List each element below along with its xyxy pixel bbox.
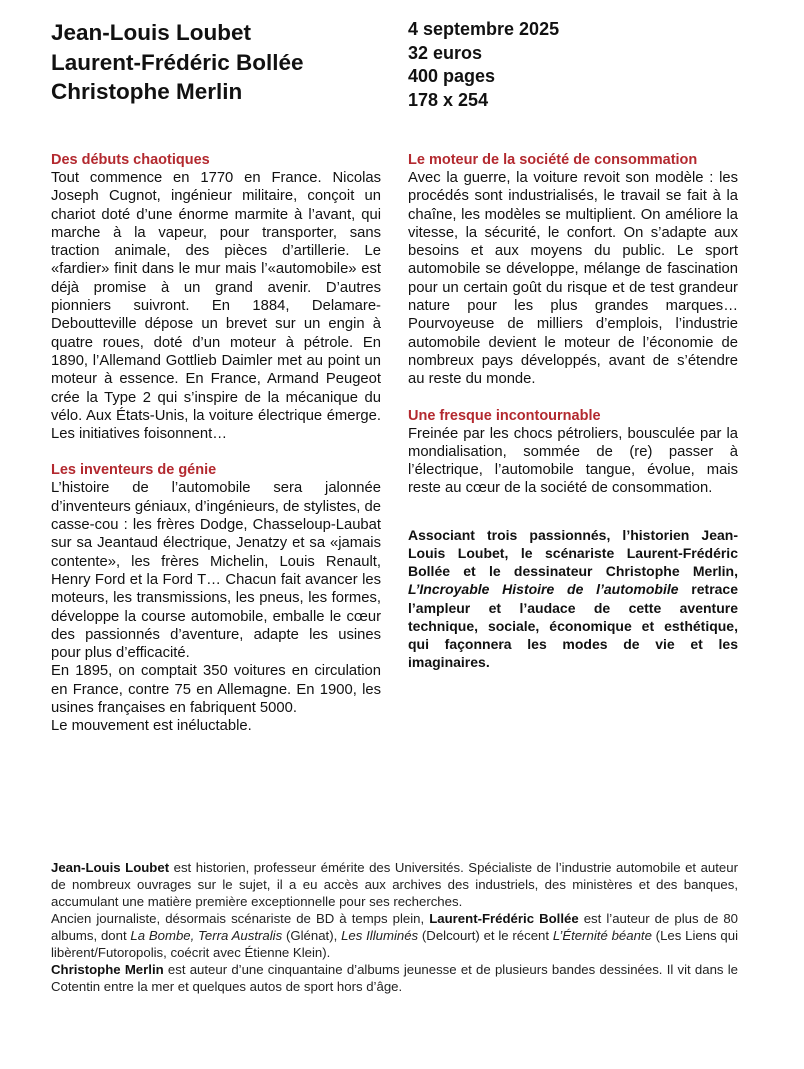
bio-text: est auteur d’une cinquantaine d’albums jeunesse et de plusieurs bandes dessinées. Il vit dans le Cotentin entre la mer et quelques autos de sport hors d’âge. bbox=[51, 962, 738, 994]
section-body bbox=[408, 169, 738, 389]
bio-bollee bbox=[51, 910, 738, 961]
section-title: Une fresque incontournable bbox=[408, 407, 601, 424]
book-format: 178 x 254 bbox=[408, 89, 489, 110]
bio-text: est historien, professeur émérite des Universités. Spécialiste de l’industrie automobile et auteur de nombreux ouvrages sur le sujet, il a eu accès aux archives des industriels, des ministères et des banques, accumulant une matière première exceptionnelle pour ses recherches. bbox=[51, 860, 738, 909]
section-body bbox=[408, 425, 738, 498]
section-debuts bbox=[51, 151, 381, 443]
section-moteur bbox=[408, 151, 738, 389]
bio-text: (Les Liens qui libèrent/Futoropolis, coécrit avec Étienne Klein). bbox=[51, 928, 739, 960]
section-fresque bbox=[408, 407, 738, 498]
release-date: 4 septembre 2025 bbox=[408, 19, 560, 39]
book-title: L’Incroyable Histoire de l’automobile bbox=[408, 581, 679, 598]
bio-loubet bbox=[51, 859, 738, 910]
author-name: Jean-Louis Loubet bbox=[51, 20, 252, 45]
bio-name: Jean-Louis Loubet bbox=[51, 860, 170, 875]
right-column bbox=[408, 151, 738, 685]
bio-text: est l’auteur de plus de 80 albums, dont bbox=[51, 911, 738, 943]
section-inventeurs bbox=[51, 461, 381, 735]
book-reference: L’Éternité béante bbox=[552, 928, 652, 943]
authors-block bbox=[51, 18, 391, 107]
author-name: Christophe Merlin bbox=[51, 79, 243, 104]
section-body bbox=[51, 479, 381, 735]
book-reference: Les Illuminés bbox=[341, 928, 419, 943]
summary-text: retrace l’ampleur et l’audace de cette aventure technique, sociale, économique et esthétique, qui façonnera les modes de vie et les imaginaires. bbox=[408, 581, 739, 671]
paragraph: En 1895, on comptait 350 voitures en circulation en France, contre 75 en Allemagne. En 1900, les usines françaises en fabriquent 5000. bbox=[51, 663, 381, 717]
bio-name: Christophe Merlin bbox=[51, 962, 164, 977]
author-name: Laurent-Frédéric Bollée bbox=[51, 49, 304, 75]
book-reference: La Bombe, Terra Australis bbox=[130, 928, 283, 943]
section-title: Le moteur de la société de consommation bbox=[408, 152, 698, 168]
bio-text: Ancien journaliste, désormais scénariste de BD à temps plein, bbox=[51, 911, 430, 926]
book-details bbox=[408, 18, 708, 112]
paragraph: Freinée par les chocs pétroliers, bousculée par la mondialisation, sommée de (re) passer à l’électrique, l’automobile tangue, évolue, mais reste au cœur de la société de consommation. bbox=[408, 425, 738, 497]
bio-text: (Glénat), bbox=[282, 928, 342, 943]
bio-name: Laurent-Frédéric Bollée bbox=[429, 911, 579, 926]
bio-merlin bbox=[51, 961, 738, 995]
paragraph: L’histoire de l’automobile sera jalonnée d’inventeurs géniaux, d’ingénieurs, de stylistes, de casse-cou : les frères Dodge, Chasseloup-Laubat sur sa Jeantaud électrique, Jenatzy et sa «jamais contente», les frères Michelin, Louis Renault, Henry Ford et la Ford T… Chacun fait avancer les moteurs, les transmissions, les pneus, les formes, développe la course automobile, emballe le cœur des passionnés d’aventure, adapte les usines pour plus d’efficacité. bbox=[51, 480, 381, 662]
paragraph: Le mouvement est inéluctable. bbox=[51, 718, 252, 735]
bio-text: (Delcourt) et le récent bbox=[418, 928, 553, 943]
author-bios bbox=[51, 859, 738, 995]
summary-text: Associant trois passionnés, l’historien Jean-Louis Loubet, le scénariste Laurent-Frédéric Bollée et le dessinateur Christophe Merlin, bbox=[408, 526, 738, 580]
page-count: 400 pages bbox=[408, 66, 496, 86]
section-title: Les inventeurs de génie bbox=[51, 462, 217, 479]
book-summary bbox=[408, 526, 738, 672]
price: 32 euros bbox=[408, 42, 483, 63]
paragraph: Tout commence en 1770 en France. Nicolas Joseph Cugnot, ingénieur militaire, conçoit un chariot doté d’une énorme marmite à l’avant, qui marche à la vapeur, pour transporter, sans traction animale, des pièces d’artillerie. Le «fardier» finit dans le mur mais l’«automobile» est déjà promise à un grand avenir. D’autres pionniers suivront. En 1884, Delamare-Deboutteville dépose un brevet sur un engin à quatre roues, doté d’un moteur à pétrole. En 1890, l’Allemand Gottlieb Daimler met au point un moteur à essence. En France, Armand Peugeot crée la Type 2 qui s’inspire de la mécanique du vélo. Aux États-Unis, la voiture électrique émerge. Les initiatives foisonnent… bbox=[51, 170, 381, 443]
left-column bbox=[51, 151, 381, 754]
section-title: Des débuts chaotiques bbox=[51, 152, 210, 168]
paragraph: Avec la guerre, la voiture revoit son modèle : les procédés sont industrialisés, le travail se fait à la chaîne, les modèles se multiplient. On améliore la vitesse, la sécurité, le confort. On s’adapte aux besoins et aux moyens du public. Le sport automobile se développe, mélange de fascination pour un certain goût du risque et de test grandeur nature pour les plus grandes marques… Pourvoyeuse de milliers d’emplois, l’industrie automobile devient le moteur de l’économie de nombreux pays développés, avant de s’étendre au reste du monde. bbox=[408, 170, 738, 388]
section-body bbox=[51, 169, 381, 443]
